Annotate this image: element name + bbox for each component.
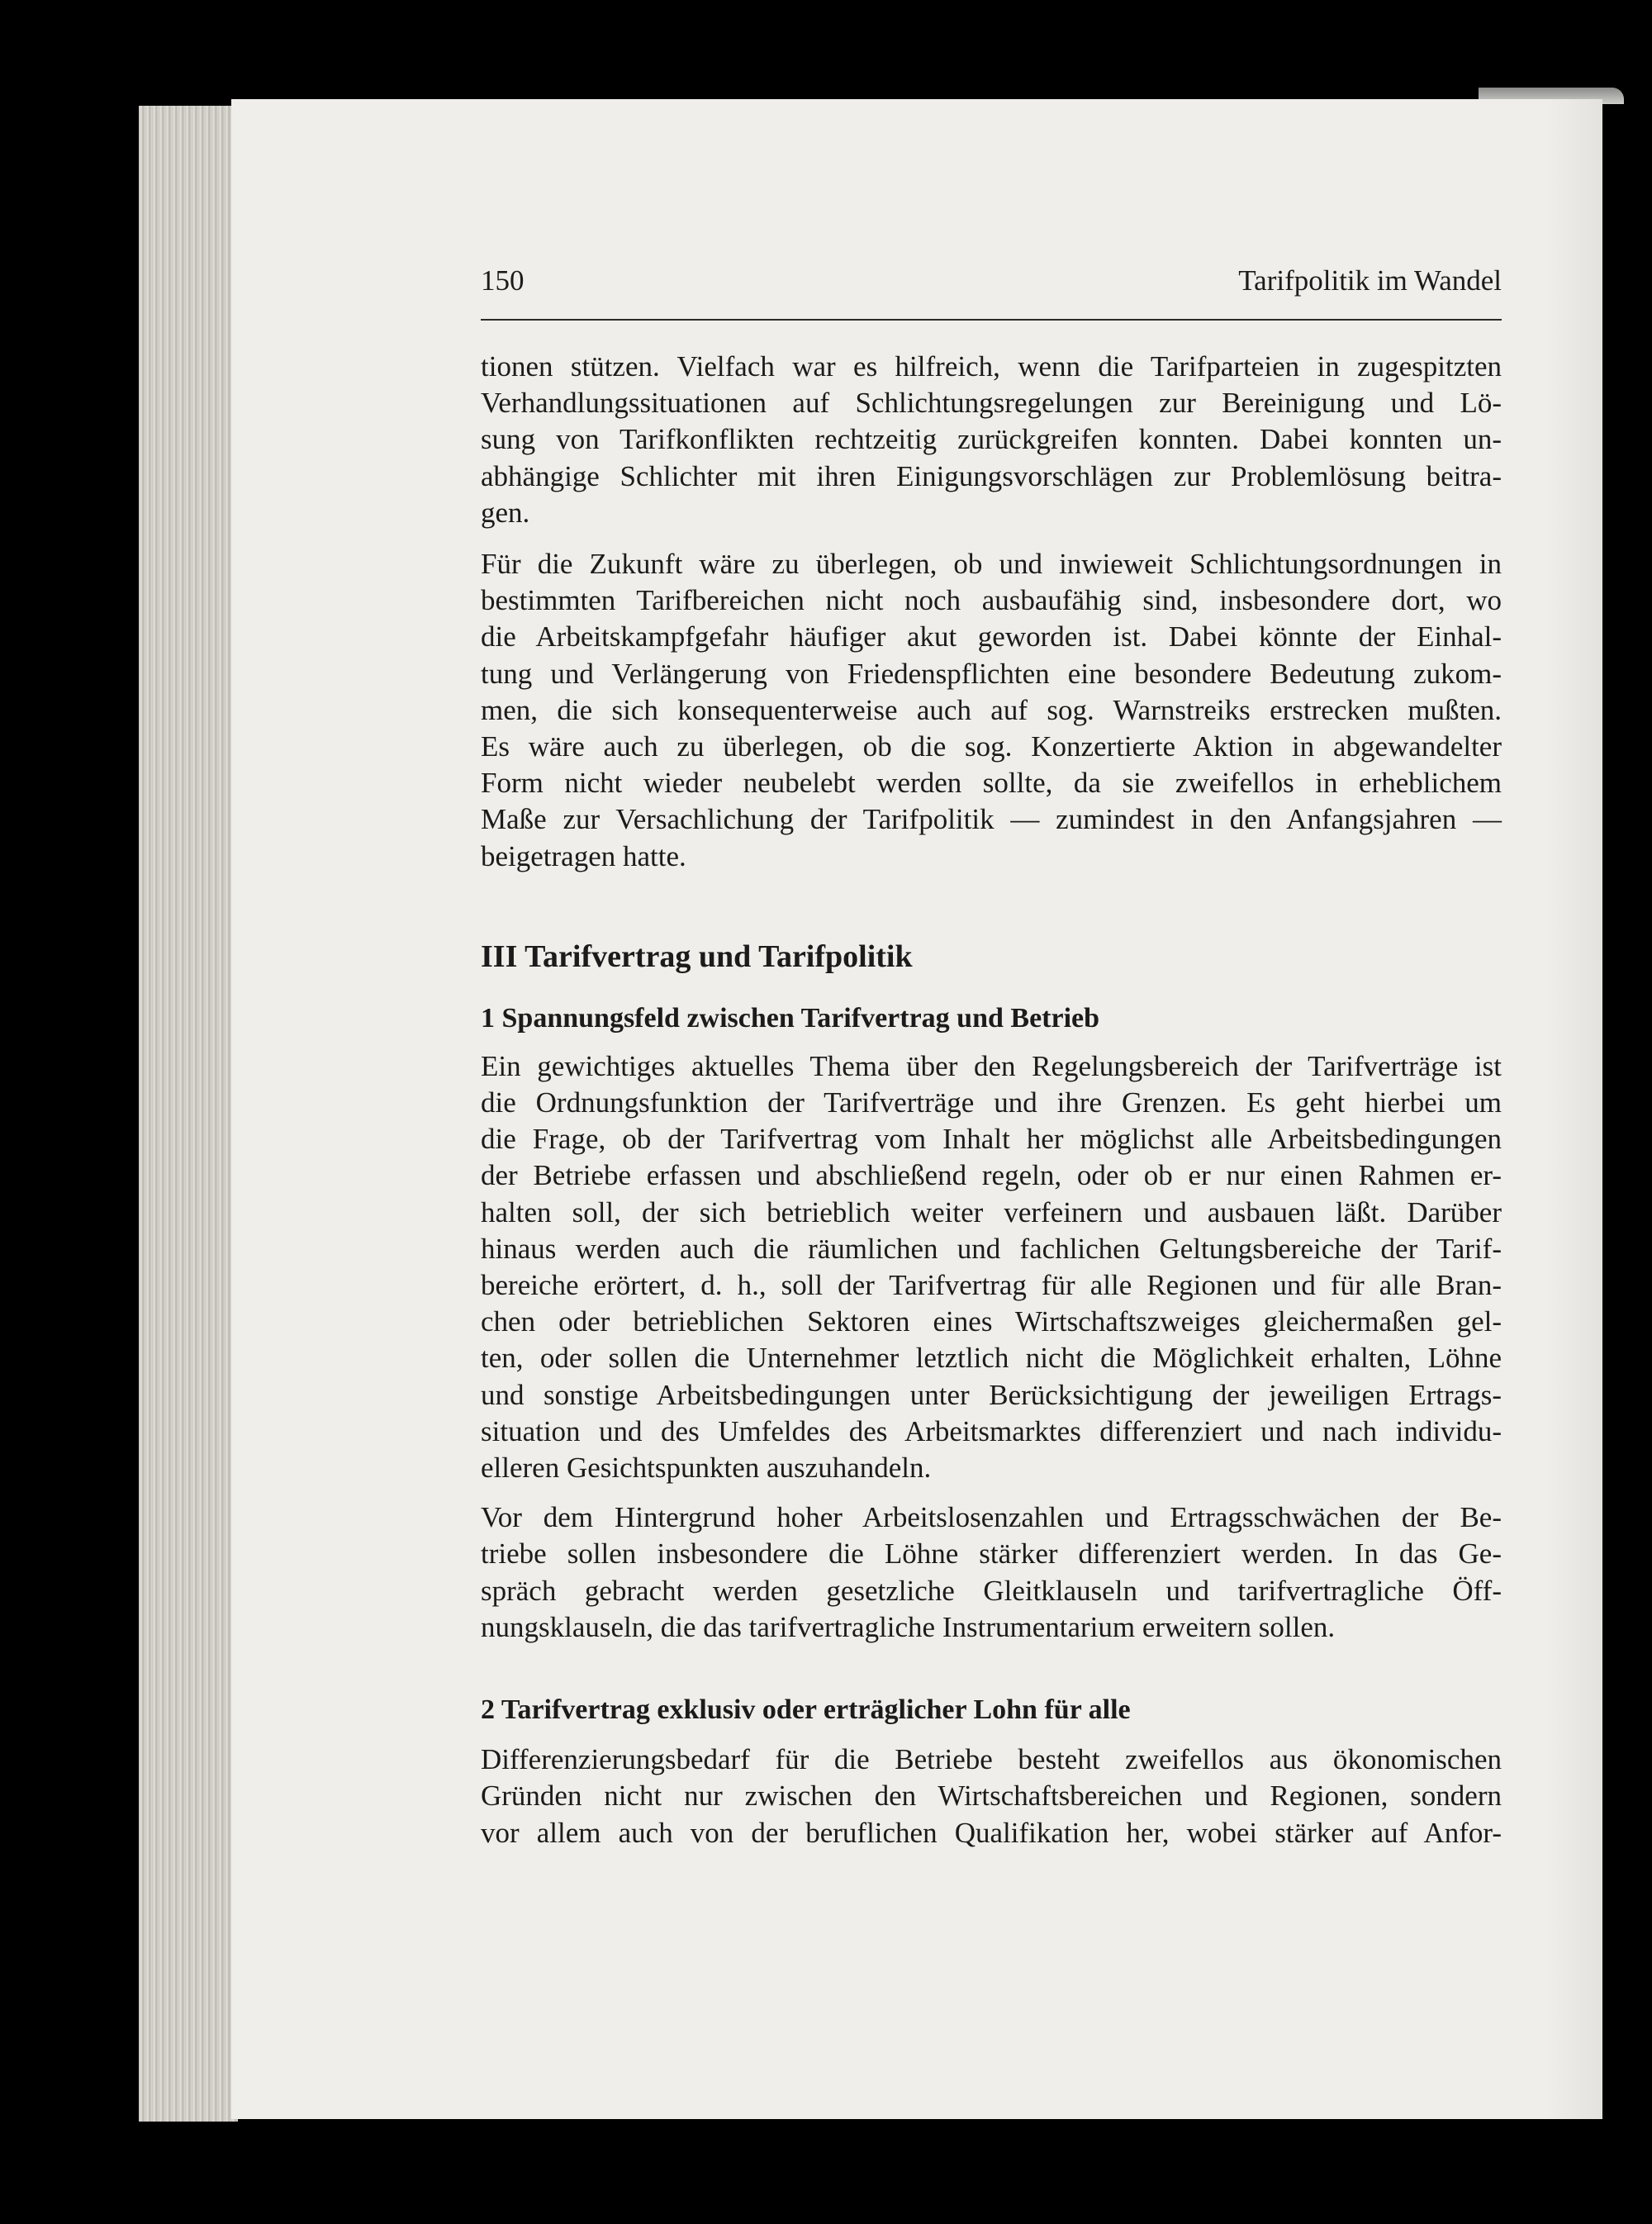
page-text-block: [481, 263, 1502, 1851]
text-line: die Frage, ob der Tarifvertrag vom Inhalt her möglichst alle Arbeitsbedingungen: [481, 1123, 1502, 1156]
text-line: Ein gewichtiges aktuelles Thema über den Regelungsbereich der Tarifverträge ist: [481, 1049, 1502, 1082]
page-number: 150: [481, 264, 525, 297]
text-line: sung von Tarifkonflikten rechtzeitig zurückgreifen konnten. Dabei konnten un-: [481, 423, 1502, 456]
text-line: bestimmten Tarifbereichen nicht noch ausbaufähig sind, insbesondere dort, wo: [481, 584, 1502, 617]
text-line: beigetragen hatte.: [481, 839, 686, 872]
subsection-heading-1: 1 Spannungsfeld zwischen Tarifvertrag und Betrieb: [481, 1002, 1100, 1034]
paragraph-4: [481, 1499, 1502, 1646]
paragraph-2: [481, 546, 1502, 875]
text-line: triebe sollen insbesondere die Löhne stärker differenziert werden. In das Ge-: [481, 1537, 1502, 1571]
text-line: Es wäre auch zu überlegen, ob die sog. Konzertierte Aktion in abgewandelter: [481, 730, 1502, 763]
text-line: nungsklauseln, die das tarifvertragliche Instrumentarium erweitern sollen.: [481, 1610, 1336, 1643]
text-line: men, die sich konsequenterweise auch auf sog. Warnstreiks erstrecken mußten.: [481, 693, 1502, 726]
text-line: bereiche erörtert, d. h., soll der Tarifvertrag für alle Regionen und für alle Bran-: [481, 1269, 1502, 1302]
text-line: tionen stützen. Vielfach war es hilfreich, wenn die Tarifparteien in zugespitzten: [481, 350, 1502, 383]
text-line: spräch gebracht werden gesetzliche Gleitklauseln und tarifvertragliche Öff-: [481, 1574, 1502, 1607]
text-line: hinaus werden auch die räumlichen und fachlichen Geltungsbereiche der Tarif-: [481, 1232, 1502, 1265]
text-line: elleren Gesichtspunkten auszuhandeln.: [481, 1452, 932, 1485]
text-line: Gründen nicht nur zwischen den Wirtschaftsbereichen und Regionen, sondern: [481, 1780, 1502, 1813]
book-page-edges: [139, 106, 238, 2122]
text-line: situation und des Umfeldes des Arbeitsmarktes differenziert und nach individu-: [481, 1414, 1502, 1447]
text-line: und sonstige Arbeitsbedingungen unter Berücksichtigung der jeweiligen Ertrags-: [481, 1378, 1502, 1411]
running-header: [481, 263, 1502, 321]
text-line: der Betriebe erfassen und abschließend regeln, oder ob er nur einen Rahmen er-: [481, 1159, 1502, 1192]
text-line: Maße zur Versachlichung der Tarifpolitik — zumindest in den Anfangsjahren —: [481, 803, 1502, 836]
text-line: chen oder betrieblichen Sektoren eines Wirtschaftszweiges gleichermaßen gel-: [481, 1305, 1502, 1338]
text-line: tung und Verlängerung von Friedenspflichten eine besondere Bedeutung zukom-: [481, 657, 1502, 690]
paragraph-1: [481, 349, 1502, 531]
paragraph-3: [481, 1048, 1502, 1486]
text-line: Verhandlungssituationen auf Schlichtungsregelungen zur Bereinigung und Lö-: [481, 387, 1502, 420]
text-line: Vor dem Hintergrund hoher Arbeitslosenzahlen und Ertragsschwächen der Be-: [481, 1501, 1502, 1534]
text-line: halten soll, der sich betrieblich weiter verfeinern und ausbauen läßt. Darüber: [481, 1195, 1502, 1228]
text-line: Form nicht wieder neubelebt werden sollte, da sie zweifellos in erheblichem: [481, 767, 1502, 800]
running-title: Tarifpolitik im Wandel: [1238, 264, 1502, 297]
text-line: gen.: [481, 496, 530, 529]
paragraph-5: [481, 1742, 1502, 1851]
section-heading: III Tarifvertrag und Tarifpolitik: [481, 939, 913, 974]
text-line: die Ordnungsfunktion der Tarifverträge und ihre Grenzen. Es geht hierbei um: [481, 1086, 1502, 1119]
subsection-heading-2: 2 Tarifvertrag exklusiv oder erträglicher Lohn für alle: [481, 1694, 1131, 1726]
text-line: Differenzierungsbedarf für die Betriebe besteht zweifellos aus ökonomischen: [481, 1743, 1502, 1776]
text-line: vor allem auch von der beruflichen Qualifikation her, wobei stärker auf Anfor-: [481, 1816, 1502, 1849]
page-gutter-shade: [1545, 99, 1602, 2119]
text-line: abhängige Schlichter mit ihren Einigungsvorschlägen zur Problemlösung beitra-: [481, 459, 1502, 492]
text-line: ten, oder sollen die Unternehmer letztlich nicht die Möglichkeit erhalten, Löhne: [481, 1342, 1502, 1375]
text-line: die Arbeitskampfgefahr häufiger akut geworden ist. Dabei könnte der Einhal-: [481, 620, 1502, 653]
text-line: Für die Zukunft wäre zu überlegen, ob und inwieweit Schlichtungsordnungen in: [481, 548, 1502, 581]
